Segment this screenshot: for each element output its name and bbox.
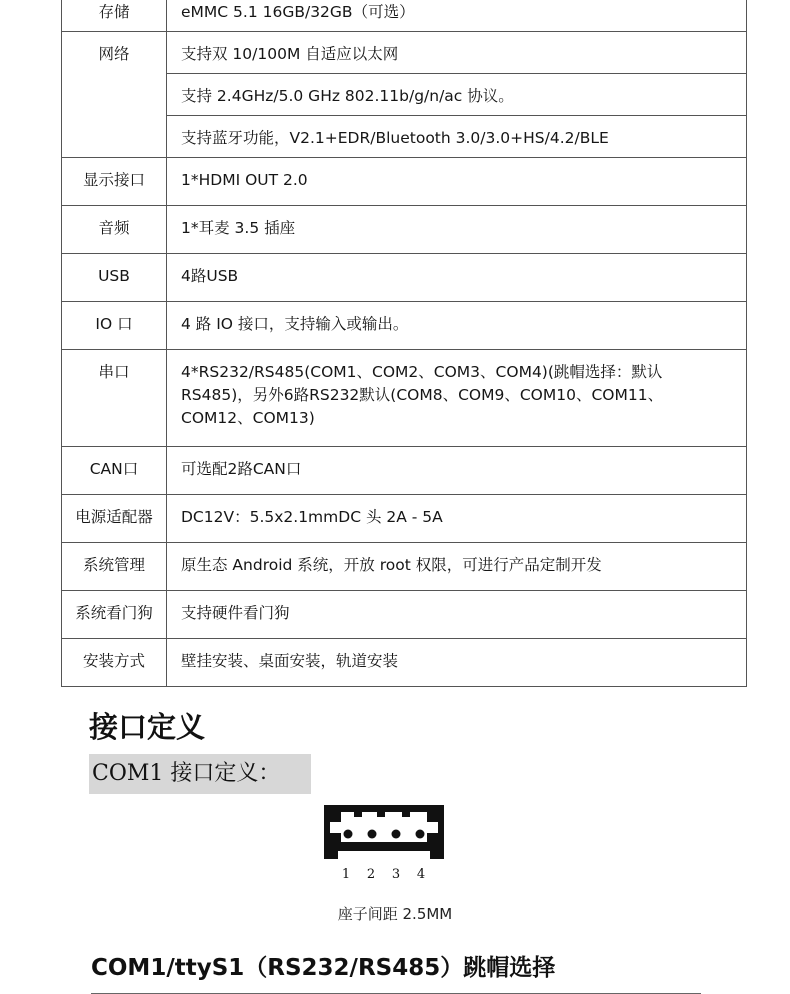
row-label: IO 口 [62, 302, 167, 350]
spec-row-usb [62, 254, 747, 302]
pin-number-3: 3 [391, 867, 401, 882]
row-label: USB [62, 254, 167, 302]
row-label: 串口 [62, 350, 167, 447]
row-value: 1*HDMI OUT 2.0 [167, 158, 747, 206]
row-label: 存储 [62, 0, 167, 32]
row-value: 支持双 10/100M 自适应以太网 [167, 32, 747, 74]
jumper-heading: COM1/ttyS1（RS232/RS485）跳帽选择 [91, 955, 556, 981]
spec-row-system [62, 543, 747, 591]
row-value: 可选配2路CAN口 [167, 447, 747, 495]
row-value: eMMC 5.1 16GB/32GB（可选） [167, 0, 747, 32]
section-title: 接口定义 [89, 710, 206, 744]
row-value: 4*RS232/RS485(COM1、COM2、COM3、COM4)(跳帽选择：默认RS485)，另外6路RS232默认(COM8、COM9、COM10、COM11、COM12、COM13) [167, 350, 747, 447]
row-value: 原生态 Android 系统，开放 root 权限，可进行产品定制开发 [167, 543, 747, 591]
spec-row-can [62, 447, 747, 495]
spec-table [61, 0, 747, 687]
row-label: CAN口 [62, 447, 167, 495]
connector-pin [416, 830, 425, 839]
connector-notch [402, 812, 410, 817]
pin-number-2: 2 [366, 867, 376, 882]
spec-row-audio [62, 206, 747, 254]
connector-caption: 座子间距 2.5MM [337, 905, 453, 923]
row-value: 支持 2.4GHz/5.0 GHz 802.11b/g/n/ac 协议。 [167, 74, 747, 116]
row-label: 安装方式 [62, 639, 167, 687]
row-label: 网络 [62, 32, 167, 158]
row-value: 壁挂安装、桌面安装，轨道安装 [167, 639, 747, 687]
row-value: 支持硬件看门狗 [167, 591, 747, 639]
spec-row-serial [62, 350, 747, 447]
row-label: 系统看门狗 [62, 591, 167, 639]
row-value: 1*耳麦 3.5 插座 [167, 206, 747, 254]
connector-notch [354, 812, 362, 817]
row-label: 音频 [62, 206, 167, 254]
connector-pin [392, 830, 401, 839]
row-value: 4 路 IO 接口，支持输入或输出。 [167, 302, 747, 350]
row-label: 系统管理 [62, 543, 167, 591]
connector-slot [330, 822, 341, 833]
connector-slot [427, 822, 438, 833]
row-value: 支持蓝牙功能，V2.1+EDR/Bluetooth 3.0/3.0+HS/4.2/BLE [167, 116, 747, 158]
spec-row-network-ethernet [62, 32, 747, 74]
connector-diagram [322, 803, 446, 861]
row-value: DC12V：5.5x2.1mmDC 头 2A - 5A [167, 495, 747, 543]
spec-row-storage [62, 0, 747, 32]
pin-number-4: 4 [416, 867, 426, 882]
section-subtitle: COM1 接口定义： [89, 754, 311, 794]
spec-row-display [62, 158, 747, 206]
pin-number-1: 1 [341, 867, 351, 882]
connector-pin [368, 830, 377, 839]
pin-numbers [322, 866, 446, 884]
row-label: 电源适配器 [62, 495, 167, 543]
spec-row-power [62, 495, 747, 543]
row-label: 显示接口 [62, 158, 167, 206]
row-value: 4路USB [167, 254, 747, 302]
spec-row-mounting [62, 639, 747, 687]
spec-row-io [62, 302, 747, 350]
connector-pin [344, 830, 353, 839]
spec-row-watchdog [62, 591, 747, 639]
connector-notch [377, 812, 385, 817]
